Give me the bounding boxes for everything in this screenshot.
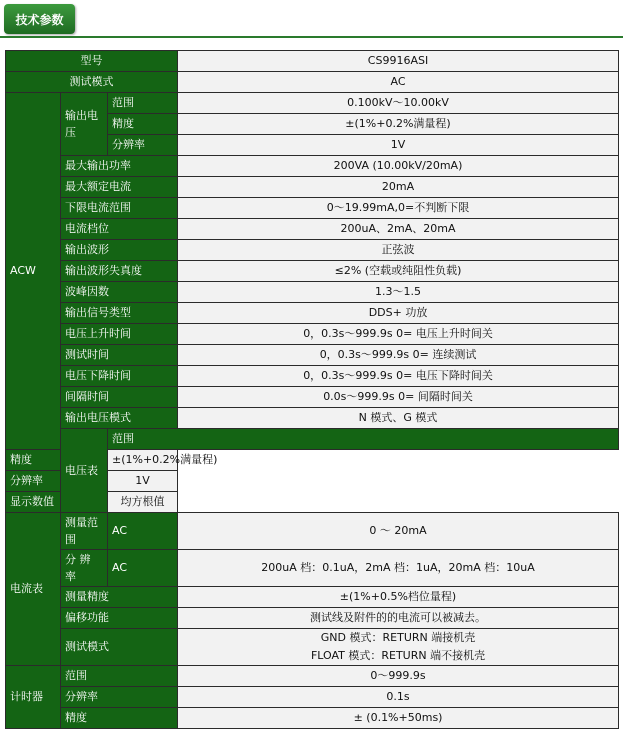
row-label: 输出电压模式 <box>61 408 178 429</box>
row-value: 0，0.3s～999.9s 0= 连续测试 <box>178 345 619 366</box>
table-row <box>6 198 619 219</box>
row-value: 均方根值 <box>108 492 178 513</box>
row-value: 1.3～1.5 <box>178 282 619 303</box>
row-value: CS9916ASI <box>178 51 619 72</box>
table-row <box>6 687 619 708</box>
table-row <box>6 629 619 666</box>
row-label: 测试模式 <box>61 629 178 666</box>
row-value: 0，0.3s～999.9s 0= 电压上升时间关 <box>178 324 619 345</box>
table-row <box>6 492 619 513</box>
table-row <box>6 219 619 240</box>
row-value: 0.100kV～10.00kV <box>178 93 619 114</box>
row-value: ±(1%+0.2%满量程) <box>108 450 178 471</box>
table-row <box>6 429 619 450</box>
row-label: 输出信号类型 <box>61 303 178 324</box>
row-label: 电流档位 <box>61 219 178 240</box>
table-row <box>6 93 619 114</box>
row-value: ±(1%+0.5%档位量程) <box>178 587 619 608</box>
row-label: 波峰因数 <box>61 282 178 303</box>
tech-params-tab[interactable]: 技术参数 <box>4 4 75 34</box>
table-row <box>6 240 619 261</box>
group-label-timer: 计时器 <box>6 666 61 729</box>
sub-group-output-voltage: 输出电压 <box>61 93 108 156</box>
table-row <box>6 513 619 550</box>
row-value-multiline <box>178 629 619 666</box>
row-label: 测试模式 <box>6 72 178 93</box>
table-row <box>6 177 619 198</box>
table-row <box>6 408 619 429</box>
row-label: 偏移功能 <box>61 608 178 629</box>
row-value: 1V <box>108 471 178 492</box>
row-value: 0，0.3s～999.9s 0= 电压下降时间关 <box>178 366 619 387</box>
spec-table <box>5 50 619 729</box>
row-label: 测量精度 <box>61 587 178 608</box>
row-label: 分 辨 率 <box>61 550 108 587</box>
row-value: 200uA、2mA、20mA <box>178 219 619 240</box>
row-value: 20mA <box>178 177 619 198</box>
row-label: 精度 <box>6 450 108 471</box>
table-row <box>6 156 619 177</box>
table-row <box>6 303 619 324</box>
table-row <box>6 550 619 587</box>
test-mode-gnd: GND 模式：RETURN 端接机壳 <box>320 631 476 644</box>
table-row <box>6 608 619 629</box>
row-value: 200uA 档：0.1uA，2mA 档：1uA，20mA 档：10uA <box>178 550 619 587</box>
row-label: 范围 <box>108 429 619 450</box>
row-value: N 模式、G 模式 <box>178 408 619 429</box>
table-row <box>6 387 619 408</box>
row-mode: AC <box>108 513 178 550</box>
row-label: 精度 <box>108 114 178 135</box>
table-row <box>6 345 619 366</box>
table-row <box>6 666 619 687</box>
table-row <box>6 51 619 72</box>
test-mode-float: FLOAT 模式：RETURN 端不接机壳 <box>310 649 486 662</box>
row-value: 测试线及附件的的电流可以被减去。 <box>178 608 619 629</box>
row-label: 电压下降时间 <box>61 366 178 387</box>
row-label: 最大额定电流 <box>61 177 178 198</box>
row-value: 0～999.9s <box>178 666 619 687</box>
table-row <box>6 366 619 387</box>
row-label: 间隔时间 <box>61 387 178 408</box>
row-label: 型号 <box>6 51 178 72</box>
row-label: 范围 <box>61 666 178 687</box>
row-mode: AC <box>108 550 178 587</box>
row-label: 最大输出功率 <box>61 156 178 177</box>
row-value: ±(1%+0.2%满量程) <box>178 114 619 135</box>
row-value: 0～19.99mA,0=不判断下限 <box>178 198 619 219</box>
row-value: 0 ～ 20mA <box>178 513 619 550</box>
row-label: 输出波形失真度 <box>61 261 178 282</box>
row-label: 下限电流范围 <box>61 198 178 219</box>
table-row <box>6 72 619 93</box>
row-label: 电压上升时间 <box>61 324 178 345</box>
group-label-acw: ACW <box>6 93 61 450</box>
row-label: 分辨率 <box>6 471 108 492</box>
row-label: 精度 <box>61 708 178 729</box>
row-value: 0.1s <box>178 687 619 708</box>
tab-underline <box>0 36 623 38</box>
table-row <box>6 324 619 345</box>
table-row <box>6 261 619 282</box>
row-label: 分辨率 <box>108 135 178 156</box>
group-label-voltmeter: 电压表 <box>61 429 108 513</box>
row-value: AC <box>178 72 619 93</box>
row-value: ≤2% (空载或纯阻性负载) <box>178 261 619 282</box>
row-label: 分辨率 <box>61 687 178 708</box>
table-row <box>6 708 619 729</box>
row-label: 输出波形 <box>61 240 178 261</box>
row-value: 正弦波 <box>178 240 619 261</box>
row-label: 范围 <box>108 93 178 114</box>
row-label: 显示数值 <box>6 492 108 513</box>
row-label: 测量范围 <box>61 513 108 550</box>
row-value: ± (0.1%+50ms) <box>178 708 619 729</box>
table-row <box>6 587 619 608</box>
row-value: 0.0s～999.9s 0= 间隔时间关 <box>178 387 619 408</box>
group-label-ammeter: 电流表 <box>6 513 61 666</box>
row-value: 1V <box>178 135 619 156</box>
row-value: DDS+ 功放 <box>178 303 619 324</box>
table-row <box>6 282 619 303</box>
row-value: 200VA (10.00kV/20mA) <box>178 156 619 177</box>
row-label: 测试时间 <box>61 345 178 366</box>
